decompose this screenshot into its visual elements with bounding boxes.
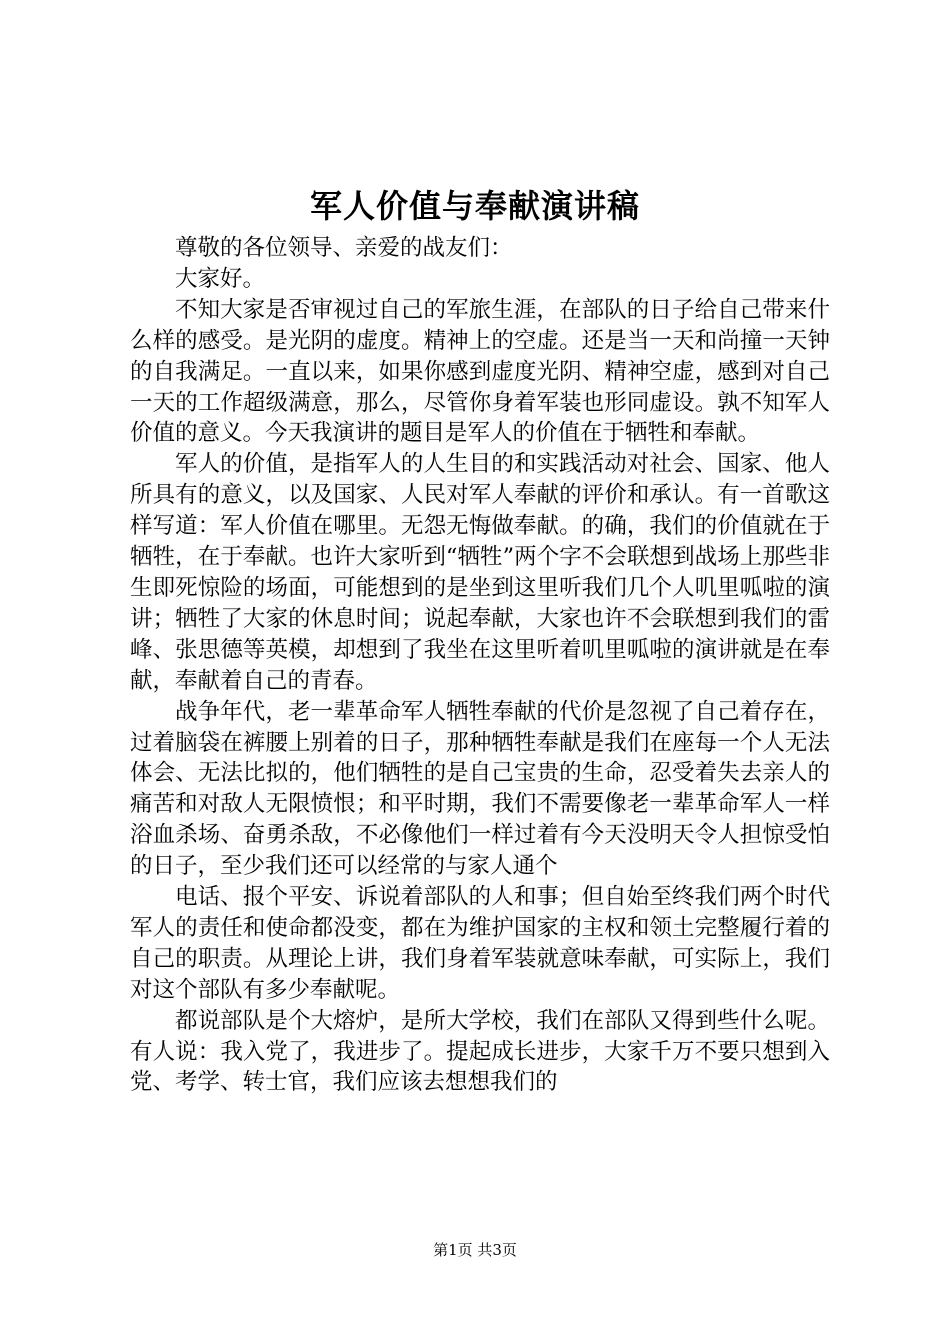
document-body (130, 233, 830, 1098)
paragraph: 不知大家是否审视过自己的军旅生涯，在部队的日子给自己带来什么样的感受。是光阴的虚度。精神上的空虚。还是当一天和尚撞一天钟的自我满足。一直以来，如果你感到虚度光阴、精神空虚，感到对自己一天的工作超级满意，那么，尽管你身着军装也形同虚设。孰不知军人价值的意义。今天我演讲的题目是军人的价值在于牺牲和奉献。 (130, 296, 830, 447)
paragraph-greeting: 大家好。 (175, 265, 266, 292)
paragraph: 电话、报个平安、诉说着部队的人和事；但自始至终我们两个时代军人的责任和使命都没变，都在为维护国家的主权和领土完整履行着的自己的职责。从理论上讲，我们身着军装就意味奉献，可实际上，我们对这个部队有多少奉献呢。 (130, 884, 830, 1003)
page-number-footer: 第1页 共3页 (433, 1241, 517, 1259)
paragraph: 军人的价值，是指军人的人生目的和实践活动对社会、国家、他人所具有的意义，以及国家、人民对军人奉献的评价和承认。有一首歌这样写道：军人价值在哪里。无怨无悔做奉献。的确，我们的价值就在于牺牲，在于奉献。也许大家听到“牺牲”两个字不会联想到战场上那些非生即死惊险的场面，可能想到的是坐到这里听我们几个人叽里呱啦的演讲；牺牲了大家的休息时间；说起奉献，大家也许不会联想到我们的雷峰、张思德等英模，却想到了我坐在这里听着叽里呱啦的演讲就是在奉献，奉献着自己的青春。 (130, 451, 830, 694)
paragraph: 战争年代，老一辈革命军人牺牲奉献的代价是忽视了自己着存在，过着脑袋在裤腰上别着的日子，那种牺牲奉献是我们在座每一个人无法体会、无法比拟的，他们牺牲的是自己宝贵的生命，忍受着失去亲人的痛苦和对敌人无限愤恨；和平时期，我们不需要像老一辈革命军人一样浴血杀场、奋勇杀敌，不必像他们一样过着有今天没明天令人担惊受怕的日子，至少我们还可以经常的与家人通个 (130, 698, 830, 880)
paragraph: 都说部队是个大熔炉，是所大学校，我们在部队又得到些什么呢。有人说：我入党了，我进步了。提起成长进步，大家千万不要只想到入党、考学、转士官，我们应该去想想我们的 (130, 1007, 830, 1096)
paragraph-salutation: 尊敬的各位领导、亲爱的战友们： (175, 235, 513, 261)
document-title: 军人价值与奉献演讲稿 (309, 187, 640, 225)
